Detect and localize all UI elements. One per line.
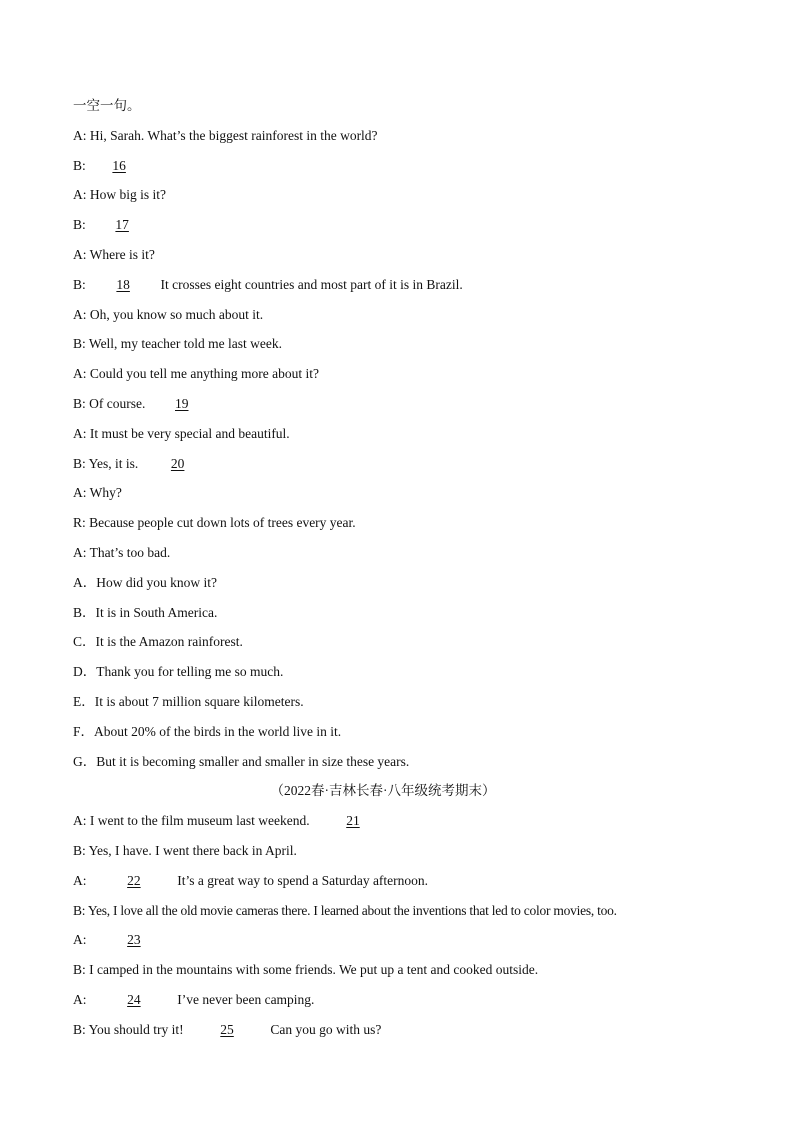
dialogue-line — [73, 334, 693, 364]
dialogue-line — [73, 245, 693, 275]
line-text: I’ve never been camping. — [177, 991, 315, 1007]
dialogue-line — [73, 215, 693, 245]
document-page — [73, 96, 693, 1050]
option-text: B．It is in South America. — [73, 604, 218, 620]
line-text: Well, my teacher told me last week. — [88, 336, 282, 352]
line-text: Yes, I love all the old movie cameras there. I learned about the inventions that led to color movies, too. — [87, 902, 617, 918]
answer-blank: 23 — [127, 932, 141, 948]
line-text: Why? — [89, 485, 122, 501]
line-text: It must be very special and beautiful. — [89, 425, 290, 441]
option-text: D．Thank you for telling me so much. — [73, 664, 284, 680]
intro-text: 一空一句。 — [73, 98, 141, 113]
speaker-label: A: — [73, 187, 87, 203]
dialogue-line — [73, 364, 693, 394]
dialogue-line — [73, 156, 693, 186]
speaker-label: A: — [73, 991, 87, 1007]
speaker-label: R: — [73, 515, 86, 531]
dialogue-line — [73, 990, 693, 1020]
option-item — [73, 662, 693, 692]
answer-blank: 19 — [175, 395, 189, 411]
line-text: Oh, you know so much about it. — [89, 306, 264, 322]
speaker-label: A: — [73, 127, 87, 143]
speaker-label: B: — [73, 276, 86, 292]
dialogue-line — [73, 185, 693, 215]
option-item — [73, 632, 693, 662]
speaker-label: A: — [73, 544, 87, 560]
option-item — [73, 722, 693, 752]
dialogue-line — [73, 424, 693, 454]
option-item — [73, 573, 693, 603]
line-text: Yes, it is. — [88, 455, 139, 471]
line-text: It crosses eight countries and most part of it is in Brazil. — [160, 276, 463, 292]
dialogue-line — [73, 841, 693, 871]
answer-blank: 21 — [346, 813, 360, 829]
dialogue-line — [73, 811, 693, 841]
line-text: Yes, I have. I went there back in April. — [88, 842, 297, 858]
section-intro — [73, 96, 693, 126]
speaker-label: B: — [73, 842, 86, 858]
dialogue-line — [73, 394, 693, 424]
speaker-label: B: — [73, 336, 86, 352]
option-item — [73, 603, 693, 633]
speaker-label: A: — [73, 932, 87, 948]
option-text: E．It is about 7 million square kilometers. — [73, 693, 304, 709]
option-item — [73, 752, 693, 782]
line-text: How big is it? — [89, 187, 166, 203]
option-text: G．But it is becoming smaller and smaller in size these years. — [73, 753, 410, 769]
speaker-label: B: — [73, 962, 86, 978]
line-text: Hi, Sarah. What’s the biggest rainforest in the world? — [89, 127, 378, 143]
answer-blank: 25 — [220, 1021, 234, 1037]
dialogue-line — [73, 1020, 693, 1050]
section-heading — [73, 781, 693, 811]
dialogue-line — [73, 483, 693, 513]
line-text: I went to the film museum last weekend. — [89, 813, 310, 829]
speaker-label: A: — [73, 366, 87, 382]
dialogue-line — [73, 901, 693, 931]
dialogue-line — [73, 305, 693, 335]
speaker-label: A: — [73, 425, 87, 441]
dialogue-line — [73, 454, 693, 484]
speaker-label: A: — [73, 306, 87, 322]
option-text: A．How did you know it? — [73, 574, 217, 590]
option-text: C．It is the Amazon rainforest. — [73, 634, 243, 650]
line-text: It’s a great way to spend a Saturday afternoon. — [177, 872, 429, 888]
answer-blank: 16 — [112, 157, 126, 173]
answer-blank: 22 — [127, 872, 141, 888]
speaker-label: A: — [73, 872, 87, 888]
line-text: I camped in the mountains with some friends. We put up a tent and cooked outside. — [89, 962, 539, 978]
option-text: F．About 20% of the birds in the world live in it. — [73, 723, 342, 739]
speaker-label: B: — [73, 902, 86, 918]
heading-text: （2022春·吉林长春·八年级统考期末） — [270, 783, 496, 799]
dialogue-line — [73, 126, 693, 156]
dialogue-line — [73, 960, 693, 990]
speaker-label: A: — [73, 485, 87, 501]
speaker-label: B: — [73, 157, 86, 173]
answer-blank: 20 — [170, 455, 185, 471]
line-text: Could you tell me anything more about it? — [89, 366, 319, 382]
line-text: That’s too bad. — [89, 544, 171, 560]
dialogue-line — [73, 543, 693, 573]
answer-blank: 17 — [115, 217, 129, 233]
line-text: Because people cut down lots of trees every year. — [89, 515, 356, 531]
speaker-label: A: — [73, 246, 87, 262]
speaker-label: A: — [73, 813, 87, 829]
answer-blank: 24 — [127, 991, 141, 1007]
dialogue-line — [73, 275, 693, 305]
dialogue-line — [73, 930, 693, 960]
option-item — [73, 692, 693, 722]
dialogue-line — [73, 871, 693, 901]
speaker-label: B: — [73, 217, 86, 233]
speaker-label: B: — [73, 395, 86, 411]
line-text: You should try it! — [88, 1021, 184, 1037]
speaker-label: B: — [73, 1021, 86, 1037]
speaker-label: B: — [73, 455, 86, 471]
answer-blank: 18 — [116, 276, 130, 292]
line-text: Can you go with us? — [270, 1021, 382, 1037]
line-text: Where is it? — [89, 246, 155, 262]
dialogue-line — [73, 513, 693, 543]
line-text: Of course. — [89, 395, 146, 411]
